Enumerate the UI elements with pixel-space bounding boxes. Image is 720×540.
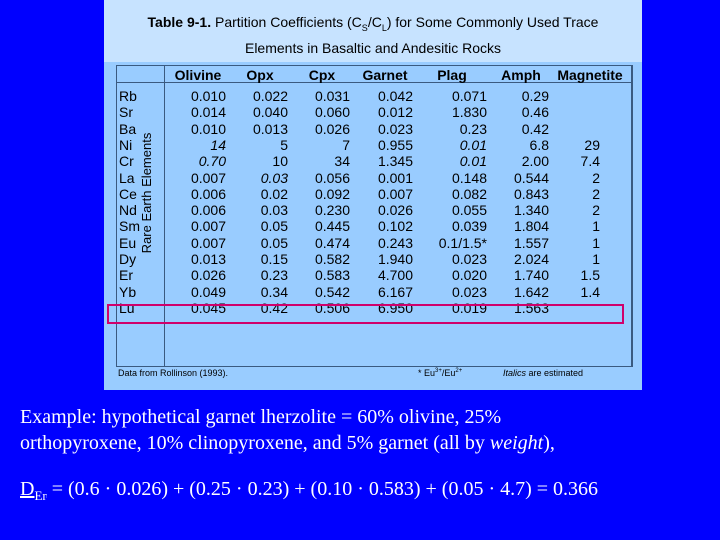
table-cell: 0.023 (451, 283, 487, 300)
table-cell: 1.557 (513, 234, 549, 251)
table-cell: 2 (592, 169, 600, 186)
table-cell (520, 121, 600, 137)
table-cell: 0.049 (190, 283, 226, 300)
table-cell: 0.955 (377, 136, 413, 153)
element-label-er: Er (119, 267, 133, 284)
element-label-yb: Yb (119, 283, 137, 300)
table-cell: 1.5 (580, 267, 600, 284)
table-cell: 29 (584, 136, 600, 153)
element-label-eu: Eu (119, 234, 137, 251)
table-cell: 0.007 (190, 218, 226, 235)
er-row-highlight (107, 304, 624, 324)
table-cell: 0.014 (190, 104, 226, 121)
table-cell: 14 (210, 136, 226, 153)
table-cell: 0.007 (377, 185, 413, 202)
column-header-garnet: Garnet (362, 67, 408, 83)
table-cell: 0.040 (252, 104, 288, 121)
table-cell: 0.013 (252, 120, 288, 137)
table-cell: 0.071 (451, 88, 487, 104)
table-cell: 0.42 (521, 120, 549, 137)
table-cell: 0.1/1.5* (438, 234, 487, 251)
equation: = (0.6 · 0.026) + (0.25 · 0.23) + (0.10 · 0.583) + (0.05 · 4.7) = 0.366 (51, 478, 599, 500)
table-cell: 0.230 (314, 202, 350, 219)
table-cell: 0.01 (459, 153, 487, 170)
table-cell: 0.03 (260, 169, 288, 186)
table-cell: 2.024 (513, 251, 549, 267)
table-cell: 6.8 (529, 136, 549, 153)
title-line-1: Table 9-1. Partition Coefficients $(C_S/C_L)$ for Some Commonly Used Trace (147, 14, 599, 33)
table-cell: 0.23 (260, 267, 288, 284)
table-cell: 0.092 (314, 185, 350, 202)
table-cell: 0.007 (190, 234, 226, 251)
table-cell: 0.031 (314, 88, 350, 104)
table-cell: 7.4 (580, 153, 600, 170)
table-cell: 0.02 (260, 185, 288, 202)
table-cell: 0.582 (314, 251, 350, 267)
table-cell: 1 (592, 218, 600, 235)
table-cell: 0.010 (190, 88, 226, 104)
table-cell: 6.167 (377, 283, 413, 300)
table-cell: 0.583 (314, 267, 350, 284)
element-label-ce: Ce (119, 185, 137, 202)
column-header-cpx: Cpx (308, 67, 336, 83)
column-header-amph: Amph (501, 67, 541, 83)
table-cell (520, 88, 600, 104)
example-text: Example: hypothetical garnet lherzolite = 60% olivine, 25% orthopyroxene, 10% clinopyroxene, and 5% garnet (all by weight), (20, 406, 555, 454)
element-label-sr: Sr (119, 104, 133, 121)
table-cell: 0.082 (451, 185, 487, 202)
table-cell: 0.060 (314, 104, 350, 121)
table-cell: 0.46 (521, 104, 549, 121)
weight-word: weight (489, 432, 544, 454)
element-label-ba: Ba (119, 120, 137, 137)
table-cell: 0.026 (190, 267, 226, 284)
table-cell: 1.345 (377, 153, 413, 170)
table-title (104, 12, 642, 58)
column-header-opx: Opx (246, 67, 274, 83)
table-cell: 0.148 (451, 169, 487, 186)
table-cell: 0.055 (451, 202, 487, 219)
table-cell (520, 104, 600, 120)
table-cell: 1 (592, 234, 600, 251)
table-cell: 1.804 (513, 218, 549, 235)
table-cell: 1.4 (580, 283, 600, 300)
table-cell: 0.013 (190, 251, 226, 267)
table-cell: 0.010 (190, 120, 226, 137)
data-source-note: Data from Rollinson (1993). (118, 368, 229, 378)
eu-footnote: * $Eu^{3+}/Eu^{2+}$ (418, 368, 463, 378)
italics-footnote: Italics are estimated (503, 368, 584, 378)
equation-line (20, 478, 598, 504)
table-number: Table 9-1. (147, 14, 212, 30)
table-cell: 0.001 (377, 169, 413, 186)
table-cell: 0.007 (190, 169, 226, 186)
table-cell: 1 (592, 251, 600, 267)
table-cell: 4.700 (377, 267, 413, 284)
title-line-2: Elements in Basaltic and Andesitic Rocks (244, 39, 501, 56)
rare-earth-elements-label: Rare Earth Elements (139, 132, 154, 254)
table-cell: 0.243 (377, 234, 413, 251)
table-cell: 0.544 (513, 169, 549, 186)
table-cell: 0.020 (451, 267, 487, 284)
table-cell: 0.019 (451, 299, 487, 316)
table-cell: 0.01 (459, 136, 487, 153)
element-label-sm: Sm (119, 218, 140, 235)
table-cell: 0.03 (260, 202, 288, 219)
element-label-rb: Rb (119, 88, 137, 104)
element-label-ni: Ni (119, 136, 133, 153)
table-cell: 0.026 (377, 202, 413, 219)
d-er-symbol: $D_{Er}$ (20, 478, 47, 503)
table-cell: 0.023 (377, 120, 413, 137)
table-cell: 0.23 (459, 120, 487, 137)
element-label-dy: Dy (119, 251, 137, 267)
table-cell: 2 (592, 185, 600, 202)
table-cell: 0.843 (513, 185, 549, 202)
table-cell: 0.102 (377, 218, 413, 235)
column-header-olivine: Olivine (174, 67, 222, 83)
table-cell: 7 (342, 136, 350, 153)
table-cell: 10 (272, 153, 288, 170)
table-cell: 0.542 (314, 283, 350, 300)
table-cell: 0.012 (377, 104, 413, 121)
element-label-nd: Nd (119, 202, 137, 219)
table-cell: 0.056 (314, 169, 350, 186)
table-cell: 1.340 (513, 202, 549, 219)
table-cell: 1.563 (513, 299, 549, 316)
table-cell: 0.022 (252, 88, 288, 104)
table-cell: 0.34 (260, 283, 288, 300)
table-cell: 2 (592, 202, 600, 219)
table-cell: 0.70 (198, 153, 226, 170)
table-cell: 1.642 (513, 283, 549, 300)
table-cell: 0.15 (260, 251, 288, 267)
table-cell: 0.006 (190, 185, 226, 202)
table-cell: 0.445 (314, 218, 350, 235)
element-label-la: La (119, 169, 135, 186)
table-cell: 0.045 (190, 299, 226, 316)
table-cell: 0.05 (260, 234, 288, 251)
table-cell: 0.023 (451, 251, 487, 267)
table-cell: 0.042 (377, 88, 413, 104)
column-header-magnetite: Magnetite (557, 67, 623, 83)
table-cell: 1.830 (451, 104, 487, 121)
table-cell: 0.29 (521, 88, 549, 104)
table-cell: 0.506 (314, 299, 350, 316)
table-cell: 0.026 (314, 120, 350, 137)
table-cell: 1.740 (513, 267, 549, 284)
table-cell: 0.006 (190, 202, 226, 219)
table-cell: 0.42 (260, 299, 288, 316)
element-label-lu: Lu (119, 299, 135, 316)
table-cell: 0.039 (451, 218, 487, 235)
table-cell: 0.05 (260, 218, 288, 235)
element-label-cr: Cr (119, 153, 134, 170)
table-cell: 34 (334, 153, 350, 170)
table-cell: 2.00 (521, 153, 549, 170)
table-cell: 5 (280, 136, 288, 153)
column-header-plag: Plag (437, 67, 467, 83)
table-cell: 0.474 (314, 234, 350, 251)
table-cell: 6.950 (377, 299, 413, 316)
table-cell: 1.940 (377, 251, 413, 267)
